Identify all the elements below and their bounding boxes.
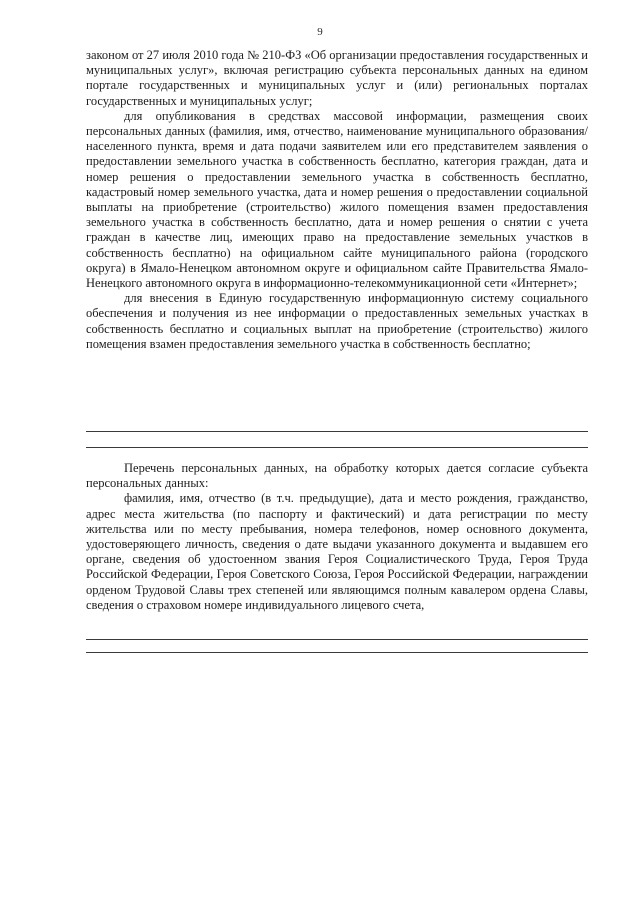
paragraph-media-publication: для опубликования в средствах массовой информации, размещения своих персональных данных (фамилия, имя, отчество, наименование муниципального образования/населенного пункта, время и дата подачи заявителем или его представителем заявления о предоставлении земельного участка в собственность бесплатно, категория граждан, дата и номер решения о предоставлении земельного участка в собственность бесплатно, кадастровый номер земельного участка, дата и номер решения о предоставлении социальной выплаты на приобретение (строительство) жилого помещения взамен предоставления земельного участка в собственность бесплатно, дата и номер решения о снятии с учета граждан в качестве лиц, имеющих право на предоставление земельных участков в собственность бесплатно) на официальном сайте муниципального района (городского округа) в Ямало-Ненецком автономном округе и официальном сайте Правительства Ямало-Ненецкого автономного округа в информационно-телекоммуникационной сети «Интернет»; bbox=[86, 108, 588, 291]
blank-line bbox=[86, 447, 588, 448]
page-number: 9 bbox=[317, 26, 323, 38]
blank-line bbox=[86, 431, 588, 432]
paragraph-personal-data-items: фамилия, имя, отчество (в т.ч. предыдущие), дата и место рождения, гражданство, адрес места жительства (по паспорту и фактический) и дата регистрации по месту жительства или по месту пребывания, номера телефонов, номер основного документа, удостоверяющего личность, сведения о дате выдачи указанного документа и выдавшем его органе, сведения об удостоенном звания Героя Социалистического Труда, Героя Труда Российской Федерации, Героя Советского Союза, Героя Российской Федерации, награждении орденом Трудовой Славы трех степеней или являющимся полным кавалером ордена Славы, сведения о страховом номере индивидуального лицевого счета, bbox=[86, 491, 588, 612]
personal-data-list-section bbox=[86, 461, 588, 613]
blank-line bbox=[86, 639, 588, 640]
paragraph-law-reference: законом от 27 июля 2010 года № 210-ФЗ «Об организации предоставления государственных и муниципальных услуг», включая регистрацию субъекта персональных данных на едином портале государственных и муниципальных услуг и (или) региональных порталах государственных и муниципальных услуг; bbox=[86, 48, 588, 108]
consent-purposes-section bbox=[86, 48, 588, 352]
blank-line bbox=[86, 652, 588, 653]
paragraph-list-intro: Перечень персональных данных, на обработку которых дается согласие субъекта персональных данных: bbox=[86, 461, 588, 491]
paragraph-egisso: для внесения в Единую государственную информационную систему социального обеспечения и получения из нее информации о предоставленных земельных участках в собственность бесплатно и социальных выплат на приобретение (строительство) жилого помещения взамен предоставления земельного участка в собственность бесплатно; bbox=[86, 291, 588, 351]
